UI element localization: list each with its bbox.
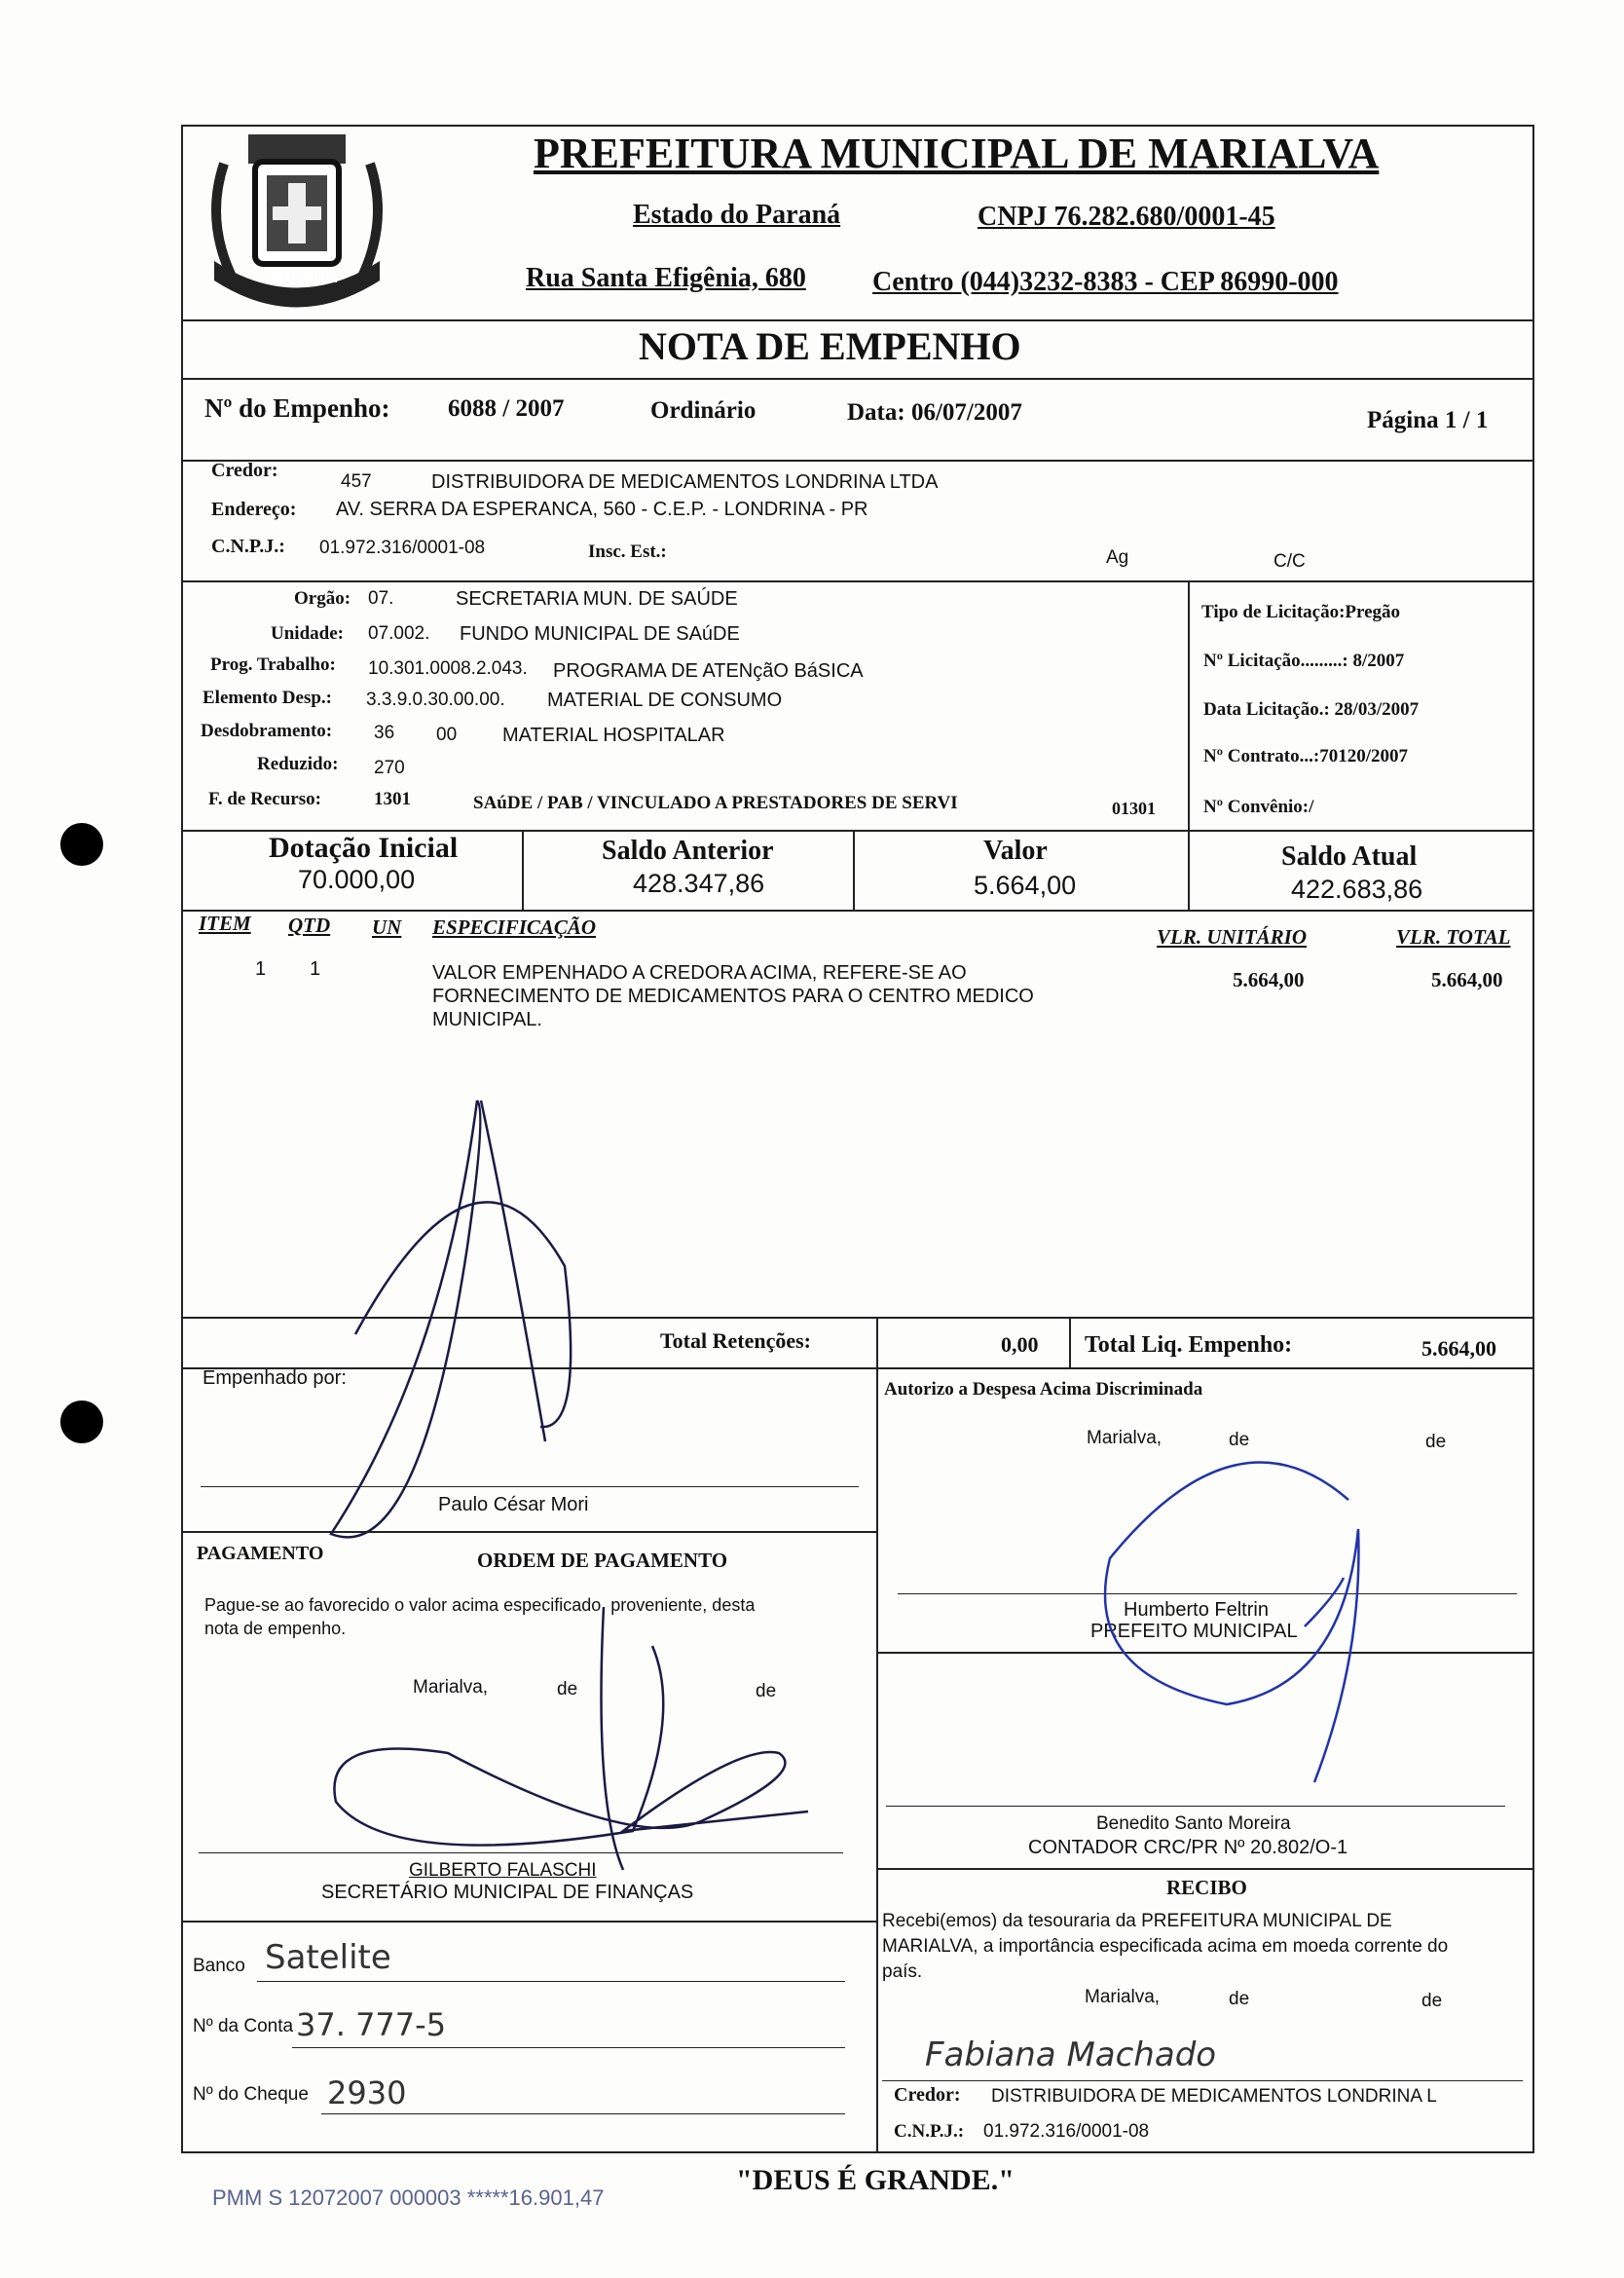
credor-label: Credor: xyxy=(211,460,278,481)
ag-label: Ag xyxy=(1106,547,1129,568)
saldo-atual-value: 422.683,86 xyxy=(1291,875,1423,904)
recibo-de-2: de xyxy=(1421,1991,1443,2011)
recibo-cnpj: 01.972.316/0001-08 xyxy=(983,2121,1150,2142)
page-number: Página 1 / 1 xyxy=(1367,407,1489,433)
unidade-label: Unidade: xyxy=(271,623,344,644)
autorizo-label: Autorizo a Despesa Acima Discriminada xyxy=(884,1379,1203,1400)
row-qtd: 1 xyxy=(310,958,321,980)
recibo-cnpj-label: C.N.P.J.: xyxy=(894,2121,965,2142)
numero-contrato: Nº Contrato...:70120/2007 xyxy=(1203,746,1408,766)
reduzido-label: Reduzido: xyxy=(257,754,339,774)
pagamento-de-2: de xyxy=(756,1681,777,1701)
cnpj-label: C.N.P.J.: xyxy=(211,536,285,557)
header-contact: Centro (044)3232-8383 - CEP 86990-000 xyxy=(872,267,1339,297)
empenho-date: Data: 06/07/2007 xyxy=(847,399,1022,426)
conta-label: Nº da Conta xyxy=(193,2016,294,2036)
data-licitacao: Data Licitação.: 28/03/2007 xyxy=(1203,699,1420,720)
credor-address: AV. SERRA DA ESPERANCA, 560 - C.E.P. - LONDRINA - PR xyxy=(336,499,868,520)
tipo-licitacao: Tipo de Licitação:Pregão xyxy=(1201,602,1401,622)
recibo-text-line-1: Recebi(emos) da tesouraria da PREFEITURA MUNICIPAL DE xyxy=(882,1911,1392,1931)
recurso-label: F. de Recurso: xyxy=(208,789,321,809)
document-title: NOTA DE EMPENHO xyxy=(639,324,1021,368)
row-unit-value: 5.664,00 xyxy=(1233,968,1305,991)
row-spec-line-3: MUNICIPAL. xyxy=(432,1009,542,1030)
unidade-code: 07.002. xyxy=(368,623,430,644)
orgao-name: SECRETARIA MUN. DE SAÚDE xyxy=(456,588,738,610)
saldo-anterior-label: Saldo Anterior xyxy=(602,836,774,866)
dotacao-inicial-label: Dotação Inicial xyxy=(269,832,459,864)
autorizo-de-1: de xyxy=(1229,1430,1250,1450)
recibo-text-line-3: país. xyxy=(882,1961,923,1982)
contador-title: CONTADOR CRC/PR Nº 20.802/O-1 xyxy=(1028,1837,1348,1858)
pagamento-label: PAGAMENTO xyxy=(197,1543,324,1564)
state-name: Estado do Paraná xyxy=(633,200,841,230)
desdobramento-sub: 00 xyxy=(436,725,458,745)
col-unit-value: VLR. UNITÁRIO xyxy=(1157,925,1308,949)
col-total-value: VLR. TOTAL xyxy=(1396,925,1511,949)
row-spec-line-1: VALOR EMPENHADO A CREDORA ACIMA, REFERE-SE AO xyxy=(432,962,967,984)
recurso-code: 1301 xyxy=(374,789,411,809)
secretario-title: SECRETÁRIO MUNICIPAL DE FINANÇAS xyxy=(321,1882,694,1903)
cc-label: C/C xyxy=(1273,551,1306,572)
page-title: PREFEITURA MUNICIPAL DE MARIALVA xyxy=(534,130,1380,177)
desdobramento-name: MATERIAL HOSPITALAR xyxy=(502,725,725,746)
credor-code: 457 xyxy=(341,471,372,492)
prog-label: Prog. Trabalho: xyxy=(210,654,336,675)
desdobramento-code: 36 xyxy=(374,723,395,743)
recibo-city: Marialva, xyxy=(1085,1987,1161,2007)
banco-value: Satelite xyxy=(265,1938,391,1977)
pagamento-text-line-2: nota de empenho. xyxy=(204,1619,347,1638)
empenhado-por-label: Empenhado por: xyxy=(203,1367,347,1389)
recibo-text-line-2: MARIALVA, a importância especificada acima em moeda corrente do xyxy=(882,1936,1449,1957)
saldo-anterior-value: 428.347,86 xyxy=(633,869,765,898)
prog-code: 10.301.0008.2.043. xyxy=(368,658,528,679)
credor-name: DISTRIBUIDORA DE MEDICAMENTOS LONDRINA LTDA xyxy=(431,471,939,493)
prefeito-title: PREFEITO MUNICIPAL xyxy=(1090,1621,1298,1642)
elemento-label: Elemento Desp.: xyxy=(203,688,332,708)
unidade-name: FUNDO MUNICIPAL DE SAúDE xyxy=(460,623,740,645)
footer-stamp: PMM S 12072007 000003 *****16.901,47 xyxy=(212,2185,605,2210)
insc-est-label: Insc. Est.: xyxy=(588,541,667,562)
orgao-code: 07. xyxy=(368,588,394,609)
seal-text: MARIALVA xyxy=(273,271,338,285)
reduzido-code: 270 xyxy=(374,758,405,778)
empenho-number: 6088 / 2007 xyxy=(448,395,565,422)
recurso-name: SAúDE / PAB / VINCULADO A PRESTADORES DE SERVI xyxy=(473,793,958,813)
cheque-label: Nº do Cheque xyxy=(193,2084,309,2105)
elemento-name: MATERIAL DE CONSUMO xyxy=(547,690,783,711)
empenho-number-label: Nº do Empenho: xyxy=(204,393,390,423)
recibo-title: RECIBO xyxy=(1166,1876,1247,1899)
secretario-name: GILBERTO FALASCHI xyxy=(409,1860,597,1881)
empenho-type: Ordinário xyxy=(650,397,757,424)
header-address: Rua Santa Efigênia, 680 xyxy=(526,263,806,293)
endereco-label: Endereço: xyxy=(211,499,297,520)
col-spec: ESPECIFICAÇÃO xyxy=(432,915,597,939)
total-retencoes-label: Total Retenções: xyxy=(660,1328,811,1353)
header-cnpj: CNPJ 76.282.680/0001-45 xyxy=(978,202,1275,232)
row-total-value: 5.664,00 xyxy=(1431,968,1503,991)
col-qtd: QTD xyxy=(288,914,331,937)
cheque-value: 2930 xyxy=(327,2074,407,2111)
valor-label: Valor xyxy=(983,836,1048,866)
ordem-pagamento-label: ORDEM DE PAGAMENTO xyxy=(477,1549,728,1572)
prefeito-name: Humberto Feltrin xyxy=(1124,1599,1269,1621)
desdobramento-label: Desdobramento: xyxy=(201,721,333,741)
dotacao-inicial-value: 70.000,00 xyxy=(298,865,416,894)
pagamento-city: Marialva, xyxy=(413,1677,489,1698)
recibo-de-1: de xyxy=(1229,1989,1250,2009)
row-item: 1 xyxy=(255,958,267,980)
valor-value: 5.664,00 xyxy=(974,871,1077,900)
col-un: UN xyxy=(372,915,402,939)
total-retencoes-value: 0,00 xyxy=(1001,1332,1039,1357)
recurso-number: 01301 xyxy=(1112,799,1156,818)
contador-name: Benedito Santo Moreira xyxy=(1096,1813,1291,1834)
recibo-credor-label: Credor: xyxy=(894,2084,961,2106)
credor-cnpj: 01.972.316/0001-08 xyxy=(319,538,486,558)
recibo-credor-name: DISTRIBUIDORA DE MEDICAMENTOS LONDRINA L xyxy=(991,2086,1437,2107)
recibo-signature: Fabiana Machado xyxy=(925,2035,1217,2074)
total-liquido-label: Total Liq. Empenho: xyxy=(1085,1332,1293,1358)
conta-value: 37. 777-5 xyxy=(296,2006,447,2043)
orgao-label: Orgão: xyxy=(294,588,351,609)
numero-convenio: Nº Convênio:/ xyxy=(1203,797,1314,817)
pagamento-de-1: de xyxy=(557,1679,578,1699)
prog-name: PROGRAMA DE ATENçãO BáSICA xyxy=(553,660,864,682)
autorizo-de-2: de xyxy=(1425,1432,1447,1452)
empenhado-por-name: Paulo César Mori xyxy=(438,1494,589,1515)
autorizo-city: Marialva, xyxy=(1087,1428,1163,1448)
total-liquido-value: 5.664,00 xyxy=(1421,1336,1496,1361)
col-item: ITEM xyxy=(199,912,251,935)
saldo-atual-label: Saldo Atual xyxy=(1281,841,1418,872)
footer-motto: "DEUS É GRANDE." xyxy=(736,2164,1015,2196)
row-spec-line-2: FORNECIMENTO DE MEDICAMENTOS PARA O CENTRO MEDICO xyxy=(432,986,1034,1007)
banco-label: Banco xyxy=(193,1956,245,1976)
numero-licitacao: Nº Licitação.........: 8/2007 xyxy=(1203,651,1405,671)
elemento-code: 3.3.9.0.30.00.00. xyxy=(366,690,505,710)
pagamento-text-line-1: Pague-se ao favorecido o valor acima especificado, proveniente, desta xyxy=(204,1595,756,1615)
